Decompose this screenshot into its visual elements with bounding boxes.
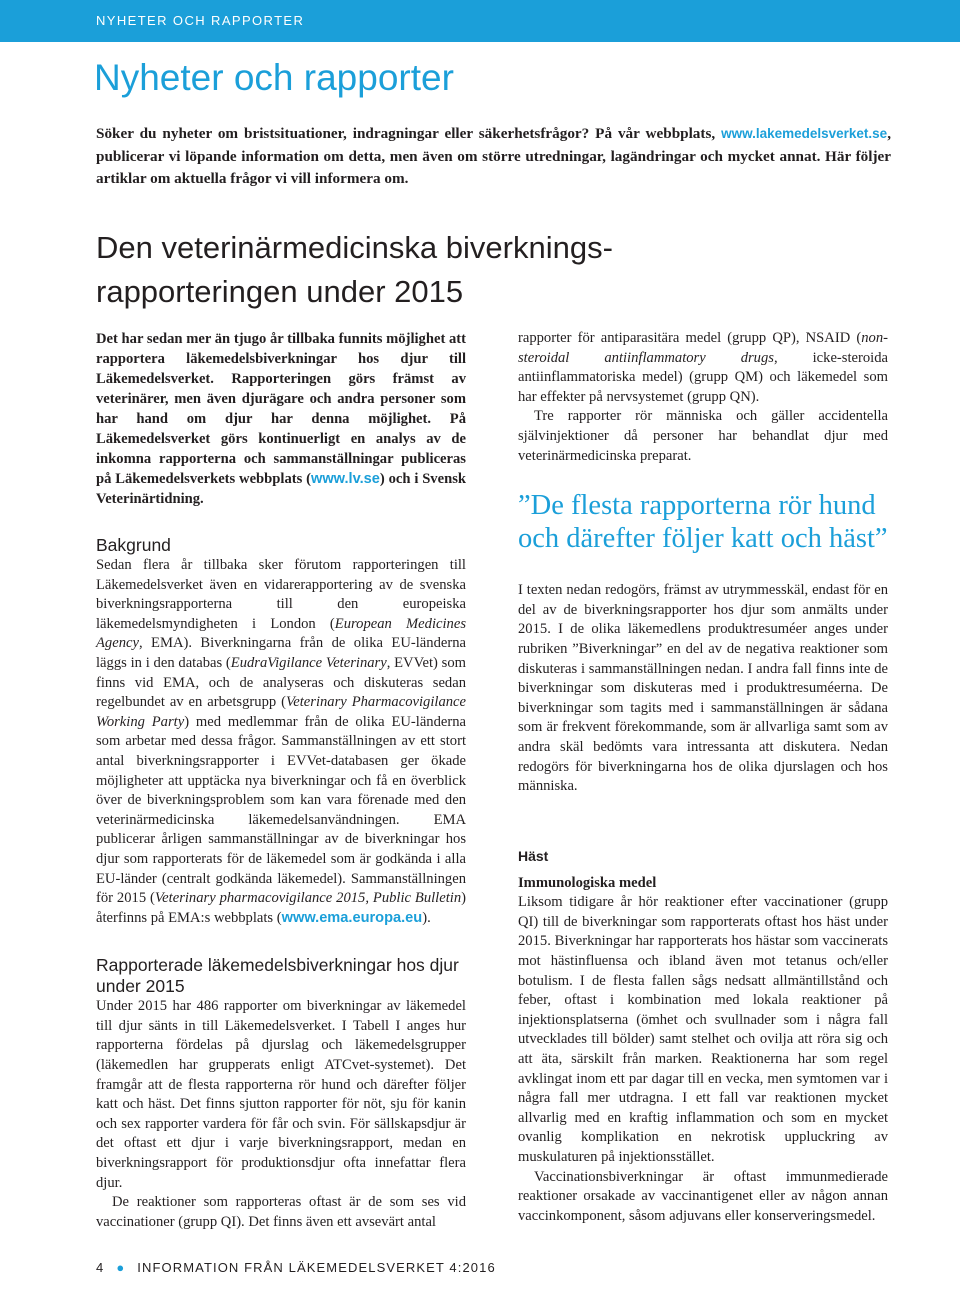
bakgrund-text-5: ) återfinns på EMA:s webbplats (	[96, 890, 466, 926]
article-title-line2: rapporteringen under 2015	[96, 274, 464, 309]
lead-text-start: Det har sedan mer än tjugo år tillbaka funnits möjlighet att rapportera läkemedelsbiverkningar hos djur till Läkemedelsverket. Rapporteringen görs främst av veterinärer, men även djurägare och andra personer som har hand om djur har denna möjlighet. På Läkemedelsverket görs kontinuerligt en analys av de inkomna rapporterna och sammanställningar publiceras på Läkemedelsverkets webbplats (	[96, 331, 466, 487]
heading-hast: Häst	[518, 847, 549, 864]
publication-name: INFORMATION FRÅN LÄKEMEDELSVERKET 4:2016	[137, 1260, 496, 1275]
article-title-line1: Den veterinärmedicinska biverknings-	[96, 230, 613, 265]
right-italic-1: non-steroidal antiinflammatory drugs	[518, 330, 888, 366]
intro-text-start: Söker du nyheter om bristsituationer, indragningar eller säkerhetsfrågor? På vår webbplats,	[96, 125, 722, 142]
right-text-1: rapporter för antiparasitära medel (grupp QP), NSAID (	[518, 330, 862, 346]
pull-quote: ”De flesta rapporterna rör hund och därefter följer katt och häst”	[518, 490, 888, 554]
heading-immunologiska-medel: Immunologiska medel	[518, 874, 657, 891]
article-lead	[96, 329, 466, 509]
right-text-2: , icke-steroida antiinflammatoriska medel) (grupp QM) och läkemedel som har effekter på nervsystemet (grupp QN).	[518, 349, 888, 405]
lv-link[interactable]: www.lv.se	[310, 471, 380, 487]
bullet-icon: ●	[116, 1260, 126, 1275]
right-paragraph-3: I texten nedan redogörs, främst av utrymmesskäl, endast för en del av de biverkningsrapporter hos djur som anmälts under 2015. I de olika läkemedlens produktresuméer anges under rubriken ”Biverkningar” en del av de negativa reaktioner som diskuteras i sammanställningen nedan. I andra fall finns inte de biverkningar som diskuteras med i produktresuméerna. De biverkningar som tagits med i sammanställningen är sådana som är frekvent förekommande, som är allvarliga samt som av andra skäl bedömts vara intressanta att diskutera. Nedan redogörs för biverkningarna hos de olika djurslagen och hos människa.	[518, 582, 888, 795]
right-paragraph-1	[518, 329, 888, 407]
intro-paragraph	[96, 123, 891, 191]
heading-bakgrund: Bakgrund	[96, 535, 171, 555]
article-title	[96, 226, 876, 314]
bakgrund-italic-1: European Medicines Agency	[96, 615, 466, 652]
website-link[interactable]: www.lakemedelsverket.se	[721, 126, 888, 141]
right-paragraph-2: Tre rapporter rör människa och gäller accidentella självinjektioner då personer har behandlat djur med veterinärmedicinska preparat.	[518, 408, 888, 464]
bakgrund-italic-3: Veterinary Pharmacovigilance Working Party	[96, 694, 466, 730]
hast-paragraph-1: Liksom tidigare år hör reaktioner efter vaccinationer (grupp QI) till de biverkningar som rapporterats oftast hos häst under 2015. Biverkningar har rapporterats hos hästar som vaccinerats mot hästinfluensa och ibland även mot tetanus och/eller botulism. I de flesta fallen sågs nedsatt allmäntillstånd och feber, oftast i kombination med lokala reaktioner på injektionsplatserna (ömhet och svullnader som i några fall utvecklades till bölder) samt stelhet och ovilja att röra sig och att äta, särskilt från marken. Reaktionerna har som regel avklingat inom ett par dagar till en vecka, men symtomen var i några fall mer utdragna. I ett fall var reaktionen mycket allvarlig med en kraftig inflammation och som en mycket ovanlig komplikation en nekrotisk uppluckring av muskulaturen på injektionsstället.	[518, 894, 888, 1165]
page-footer	[96, 1260, 496, 1275]
section-header-bar	[0, 0, 960, 42]
rapporterade-paragraph-1: Under 2015 har 486 rapporter om biverkningar av läkemedel till djur sänts in till Läkemedelsverket. I Tabell I anges hur rapporterna fördelas på djurslag och läkemedelsgrupper (läkemedlen har grupperats enligt ATCvet-systemet). Det framgår att de flesta rapporterna rör hund och därefter följer katt och häst. Det finns sjutton rapporter för nöt, sju för kanin och sex rapporter vardera för får och svin. För sällskapsdjur är det oftast ett djur i varje biverkningsrapport, medan en biverkningsrapport för produktionsdjur ofta innefattar flera djur.	[96, 998, 466, 1191]
page-title: Nyheter och rapporter	[94, 57, 454, 98]
bakgrund-text-3: , EVVet) som finns vid EMA, och de analyseras och diskuteras sedan regelbundet av en arbetsgrupp (	[96, 654, 467, 711]
bakgrund-text-2: , EMA). Biverkningarna från de olika EU-länderna läggs in i den databas (	[96, 635, 466, 671]
page-number: 4	[96, 1260, 105, 1275]
ema-link[interactable]: www.ema.europa.eu	[281, 909, 423, 926]
lead-text-end: ) och i Svensk Veterinärtidning.	[96, 471, 466, 507]
bakgrund-text-1: Sedan flera år tillbaka sker förutom rapporteringen till Läkemedelsverket även en vidarerapportering av de svenska biverkningsrapporterna till den europeiska läkemedelsmyndigheten i London (	[96, 557, 466, 632]
section-label: NYHETER OCH RAPPORTER	[96, 13, 305, 28]
heading-rapporterade: Rapporterade läkemedelsbiverkningar hos djur under 2015	[96, 955, 459, 997]
hast-paragraph-2: Vaccinationsbiverkningar är oftast immunmedierade reaktioner orsakade av vaccinantigenet eller av någon annan vaccinkomponent, såsom adjuvans eller konserveringsmedel.	[518, 1168, 888, 1224]
right-column	[518, 329, 888, 1226]
bakgrund-italic-2: EudraVigilance Veterinary	[230, 654, 387, 671]
left-column	[96, 329, 466, 1232]
intro-text-end: , publicerar vi löpande information om detta, men även om större utredningar, lagändringar och mycket annat. Här följer artiklar om aktuella frågor vi vill informera om.	[96, 125, 891, 187]
bakgrund-italic-4: Veterinary pharmacovigilance 2015, Public Bulletin	[154, 890, 462, 907]
bakgrund-paragraph	[96, 556, 466, 928]
bakgrund-text-6: ).	[422, 909, 431, 926]
bakgrund-text-4: ) med medlemmar från de olika EU-länderna som arbetar med dessa frågor. Sammanställningen av ett stort antal biverkningsrapporter i EVVet-databasen ger ökade möjligheter att upptäcka nya biverkningar och få en överblick över de biverkningsproblem som kan vara förenade med den veterinärmedicinska läkemedelsanvändningen. EMA publicerar årligen sammanställningar av de biverkningar hos djur som rapporterats för de läkemedel som är godkända i alla EU-länder (centralt godkända läkemedel). Sammanställningen för 2015 (	[96, 713, 466, 907]
rapporterade-paragraph-2: De reaktioner som rapporteras oftast är de som ses vid vaccinationer (grupp QI). Det finns även ett avsevärt antal	[96, 1194, 466, 1230]
